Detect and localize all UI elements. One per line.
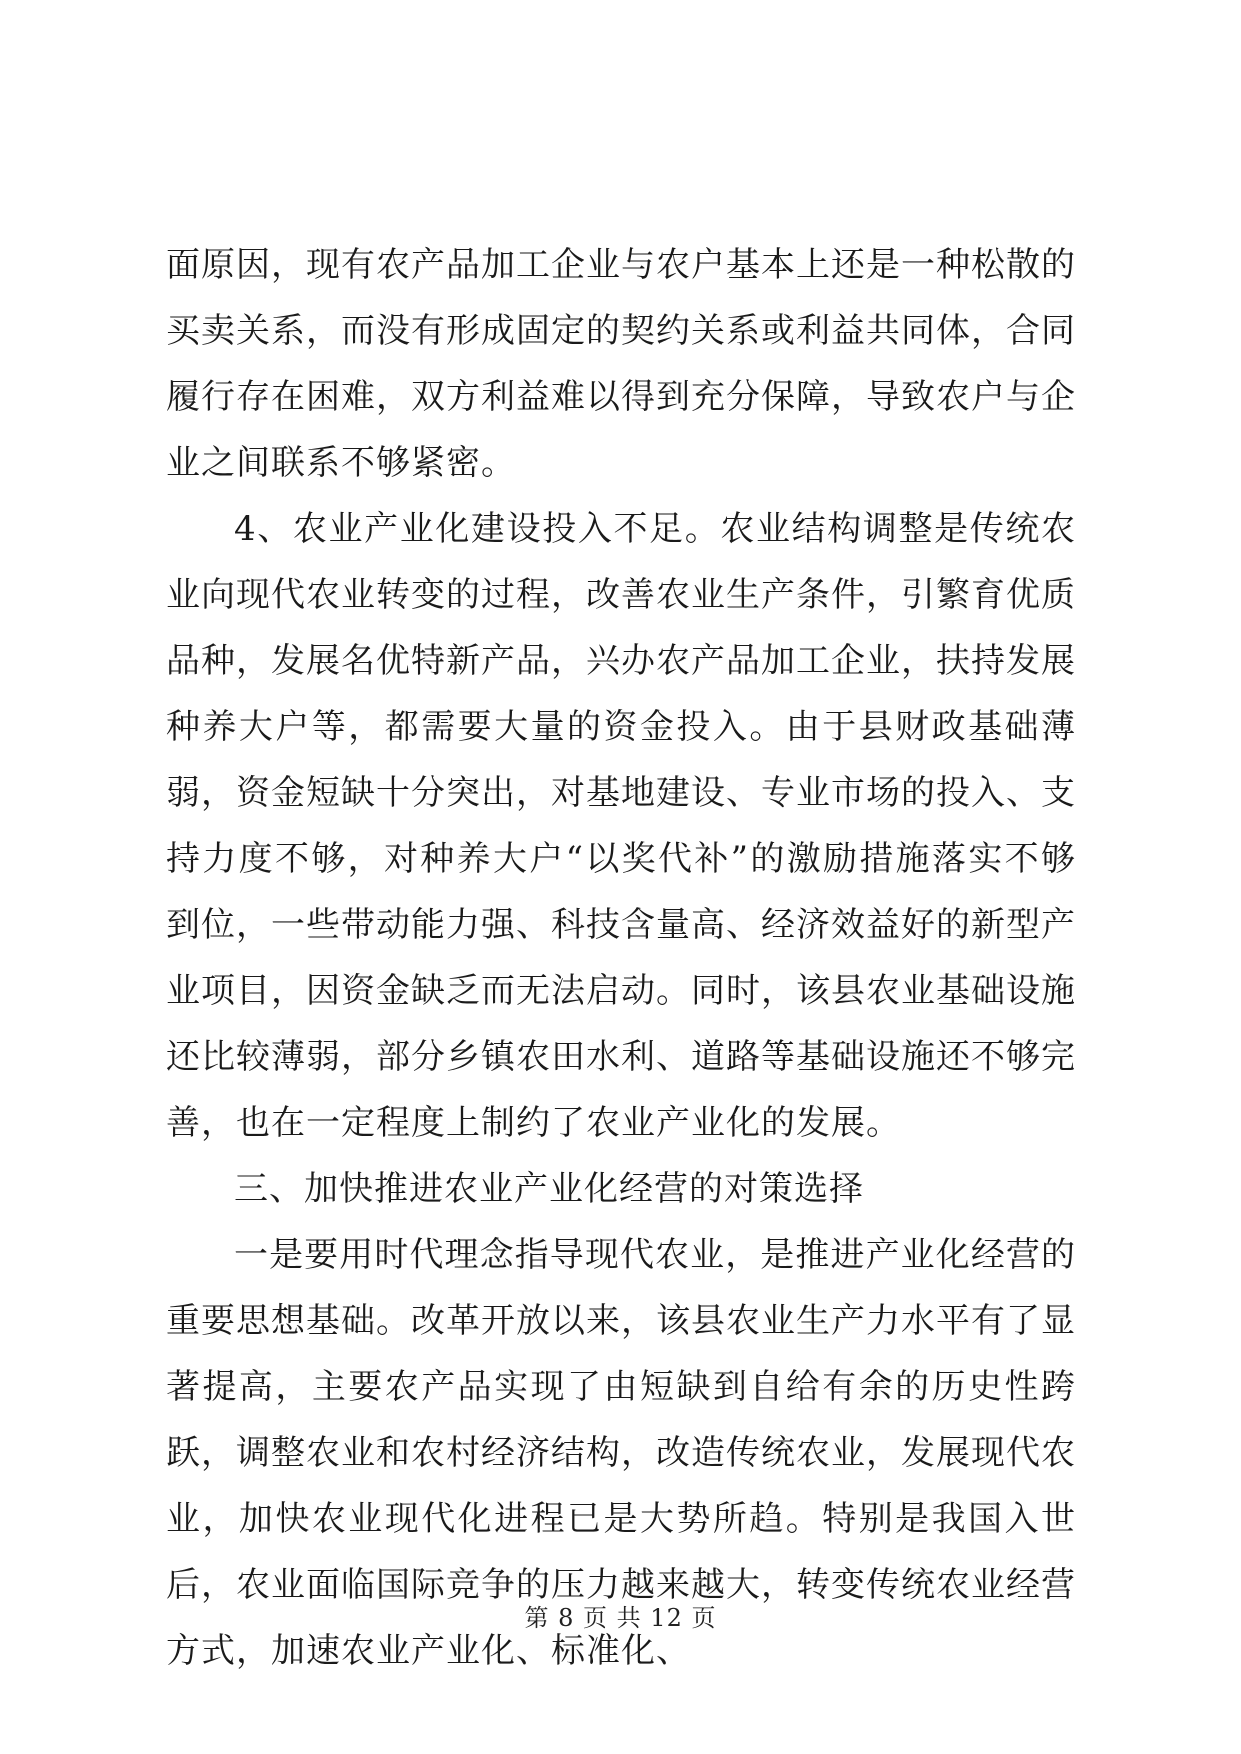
paragraph-investment: 4、农业产业化建设投入不足。农业结构调整是传统农业向现代农业转变的过程，改善农业生产条件，引繁育优质品种，发展名优特新产品，兴办农产品加工企业，扶持发展种养大户等，都需要大量的资金投入。由于县财政基础薄弱，资金短缺十分突出，对基地建设、专业市场的投入、支持力度不够，对种养大户“以奖代补”的激励措施落实不够到位，一些带动能力强、科技含量高、经济效益好的新型产业项目，因资金缺乏而无法启动。同时，该县农业基础设施还比较薄弱，部分乡镇农田水利、道路等基础设施还不够完善，也在一定程度上制约了农业产业化的发展。 [166, 509, 1076, 1143]
paragraph-strategy-one: 一是要用时代理念指导现代农业，是推进产业化经营的重要思想基础。改革开放以来，该县农业生产力水平有了显著提高，主要农产品实现了由短缺到自给有余的历史性跨跃，调整农业和农村经济结构，改造传统农业，发展现代农业，加快农业现代化进程已是大势所趋。特别是我国入世后，农业面临国际竞争的压力越来越大，转变传统农业经营方式，加速农业产业化、标准化、 [166, 1235, 1076, 1671]
paragraph-continuation: 面原因，现有农产品加工企业与农户基本上还是一种松散的买卖关系，而没有形成固定的契约关系或利益共同体，合同履行存在困难，双方利益难以得到充分保障，导致农户与企业之间联系不够紧密。 [166, 245, 1076, 483]
section-heading: 三、加快推进农业产业化经营的对策选择 [234, 1169, 864, 1209]
page-number-footer: 第 8 页 共 12 页 [524, 1604, 717, 1632]
document-body [166, 232, 1076, 1684]
